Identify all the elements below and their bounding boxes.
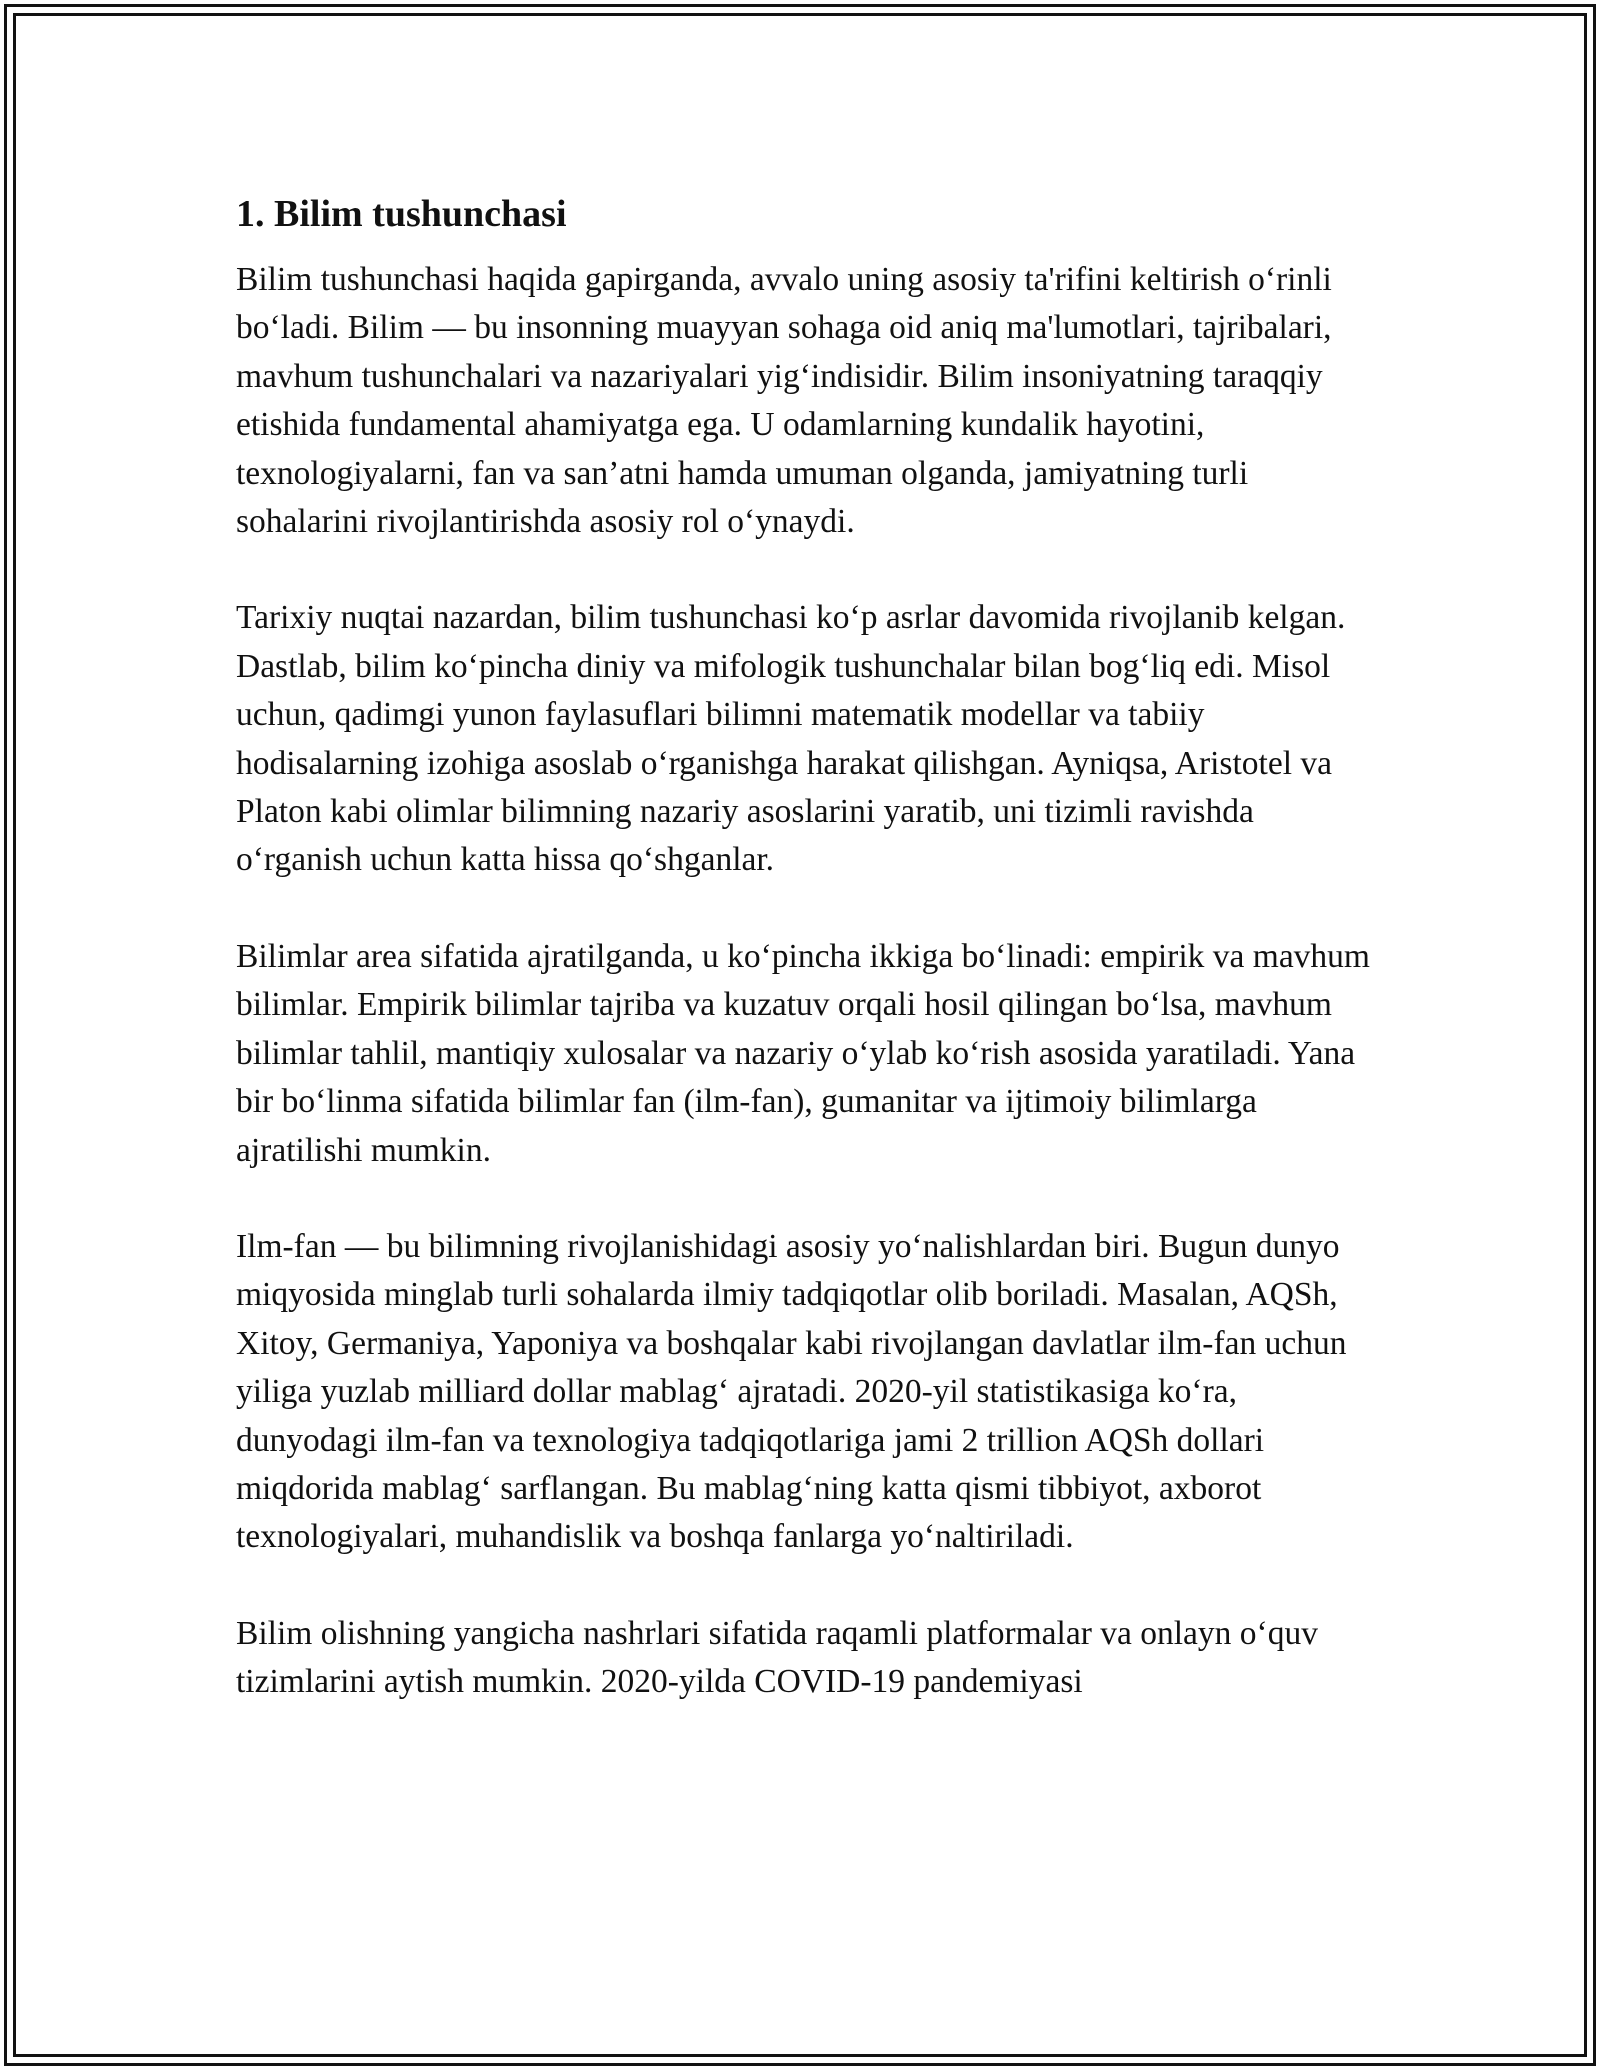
section-title: 1. Bilim tushunchasi: [236, 193, 567, 235]
paragraph-4: Ilm-fan — bu bilimning rivojlanishidagi asosiy yo‘nalishlardan biri. Bugun dunyo miqyosida minglab turli sohalarda ilmiy tadqiqotlar olib boriladi. Masalan, AQSh, Xitoy, Germaniya, Yaponiya va boshqalar kabi rivojlangan davlatlar ilm-fan uchun yiliga yuzlab milliard dollar mablag‘ ajratadi. 2020-yil statistikasiga ko‘ra, dunyodagi ilm-fan va texnologiya tadqiqotlariga jami 2 trillion AQSh dollari miqdorida mablag‘ sarflangan. Bu mablag‘ning katta qismi tibbiyot, axborot texnologiyalari, muhandislik va boshqa fanlarga yo‘naltiriladi.: [236, 1227, 1347, 1556]
document-body: [236, 188, 1376, 1707]
title-spacing: [236, 240, 1376, 256]
paragraph-5: Bilim olishning yangicha nashrlari sifatida raqamli platformalar va onlayn o‘quv tizimlarini aytish mumkin. 2020-yilda COVID-19 pandemiyasi: [236, 1614, 1318, 1701]
paragraph-3: Bilimlar area sifatida ajratilganda, u ko‘pincha ikkiga bo‘linadi: empirik va mavhum bilimlar. Empirik bilimlar tajriba va kuzatuv orqali hosil qilingan bo‘lsa, mavhum bilimlar tahlil, mantiqiy xulosalar va nazariy o‘ylab ko‘rish asosida yaratiladi. Yana bir bo‘linma sifatida bilimlar fan (ilm-fan), gumanitar va ijtimoiy bilimlarga ajratilishi mumkin.: [236, 937, 1370, 1169]
paragraph-1: Bilim tushunchasi haqida gapirganda, avvalo uning asosiy ta'rifini keltirish o‘rinli bo‘ladi. Bilim — bu insonning muayyan sohaga oid aniq ma'lumotlari, tajribalari, mavhum tushunchalari va nazariyalari yig‘indisidir. Bilim insoniyatning taraqqiy etishida fundamental ahamiyatga ega. U odamlarning kundalik hayotini, texnologiyalarni, fan va san’atni hamda umuman olganda, jamiyatning turli sohalarini rivojlantirishda asosiy rol o‘ynaydi.: [236, 261, 1332, 541]
paragraph-2: Tarixiy nuqtai nazardan, bilim tushunchasi ko‘p asrlar davomida rivojlanib kelgan. Dastlab, bilim ko‘pincha diniy va mifologik tushunchalar bilan bog‘liq edi. Misol uchun, qadimgi yunon faylasuflari bilimni matematik modellar va tabiiy hodisalarning izohiga asoslab o‘rganishga harakat qilishgan. Ayniqsa, Aristotel va Platon kabi olimlar bilimning nazariy asoslarini yaratib, uni tizimli ravishda o‘rganish uchun katta hissa qo‘shganlar.: [236, 599, 1346, 879]
